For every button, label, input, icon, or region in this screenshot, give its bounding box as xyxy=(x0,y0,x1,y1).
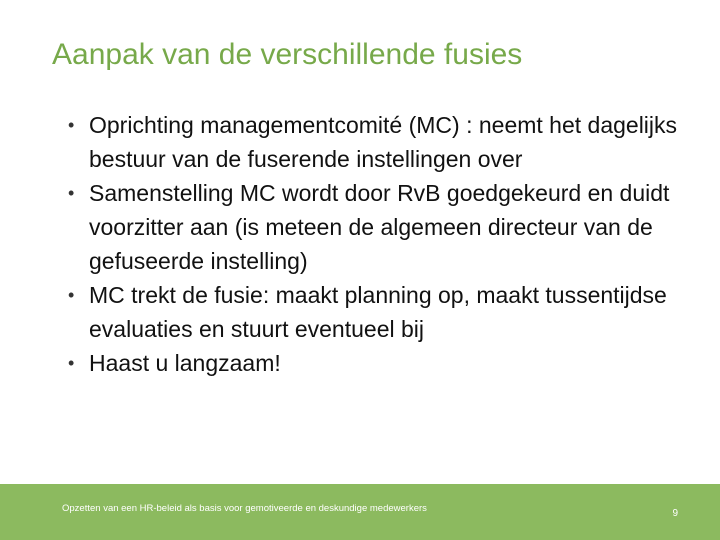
bullet-text: Samenstelling MC wordt door RvB goedgekeurd en duidt voorzitter aan (is meteen de algemeen directeur van de gefuseerde instelling) xyxy=(89,180,670,274)
bullet-item xyxy=(68,176,688,278)
slide-title: Aanpak van de verschillende fusies xyxy=(52,38,523,71)
bullet-marker: • xyxy=(68,353,75,373)
footer-text: Opzetten van een HR-beleid als basis voor gemotiveerde en deskundige medewerkers xyxy=(62,503,427,514)
bullet-marker: • xyxy=(68,285,75,305)
page-number: 9 xyxy=(672,508,678,519)
bullet-text: Oprichting managementcomité (MC) : neemt het dagelijks bestuur van de fuserende instellingen over xyxy=(89,112,678,172)
bullet-item xyxy=(68,278,688,346)
bullet-list xyxy=(68,108,688,380)
bullet-item xyxy=(68,346,688,380)
bullet-text: Haast u langzaam! xyxy=(89,350,281,376)
footer-bar xyxy=(0,484,720,540)
bullet-marker: • xyxy=(68,183,75,203)
bullet-item xyxy=(68,108,688,176)
bullet-marker: • xyxy=(68,115,75,135)
bullet-text: MC trekt de fusie: maakt planning op, maakt tussentijdse evaluaties en stuurt eventueel bij xyxy=(89,282,667,342)
